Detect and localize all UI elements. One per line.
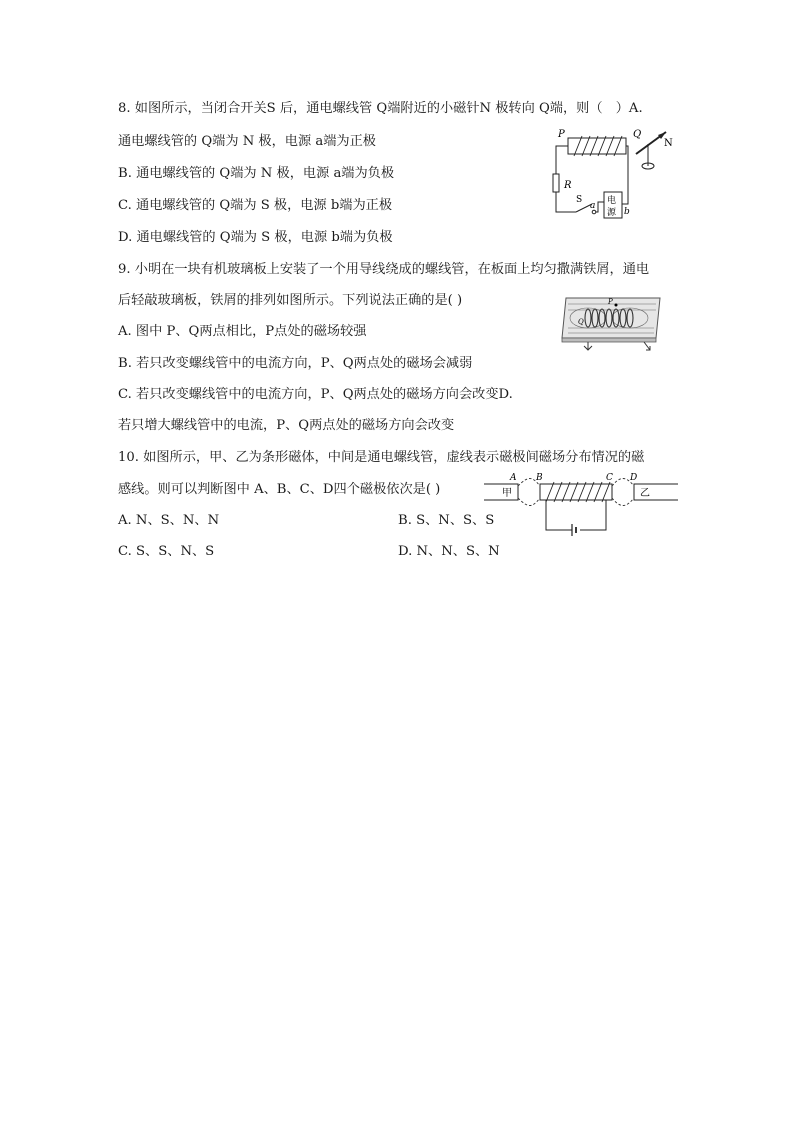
q9-option-b: B. 若只改变螺线管中的电流方向，P、Q两点处的磁场会减弱 <box>118 356 473 371</box>
q9-label-q: Q <box>578 318 584 326</box>
q9-stem-line2: 后轻敲玻璃板，铁屑的排列如图所示。下列说法正确的是( ) <box>118 293 463 308</box>
q8-label-n: N <box>664 138 673 149</box>
q8-label-b: b <box>624 207 630 217</box>
q8-label-r: R <box>564 180 572 191</box>
q8-option-d: D. 通电螺线管的 Q端为 S 极，电源 b端为负极 <box>118 230 393 245</box>
q9-label-p: P <box>608 298 613 306</box>
q8-option-b: B. 通电螺线管的 Q端为 N 极，电源 a端为负极 <box>118 166 395 181</box>
q9-iron-filings-figure <box>558 292 668 358</box>
q10-label-a: A <box>510 473 517 483</box>
q10-stem-line1: 10. 如图所示，甲、乙为条形磁体，中间是通电螺线管，虚线表示磁极间磁场分布情况的磁 <box>118 450 645 465</box>
q10-magnet-left <box>484 484 518 500</box>
q10-option-d: D. N、N、S、N <box>398 544 500 559</box>
q10-option-b: B. S、N、S、S <box>398 513 495 528</box>
q8-label-a: a <box>590 201 596 211</box>
q8-resistor <box>553 174 559 192</box>
q8-label-s: S <box>576 195 583 205</box>
q10-label-b: B <box>536 473 543 483</box>
q10-field-line-right-bottom <box>612 498 634 506</box>
q10-label-c: C <box>606 473 613 483</box>
q8-solenoid <box>568 138 626 154</box>
q10-option-c: C. S、S、N、S <box>118 544 215 559</box>
q8-option-c: C. 通电螺线管的 Q端为 S 极，电源 b端为正极 <box>118 198 393 213</box>
q10-field-line-left-bottom <box>518 498 540 506</box>
q10-stem-line2: 感线。则可以判断图中 A、B、C、D四个磁极依次是( ) <box>118 482 441 497</box>
q8-label-p: P <box>558 129 565 140</box>
q10-option-a: A. N、S、N、N <box>118 513 220 528</box>
q8-battery-char1: 电 <box>607 196 617 206</box>
q8-option-a: 通电螺线管的 Q端为 N 极，电源 a端为正极 <box>118 134 376 149</box>
q9-option-d: 若只增大螺线管中的电流，P、Q两点处的磁场方向会改变 <box>118 418 455 433</box>
q9-option-a: A. 图中 P、Q两点相比，P点处的磁场较强 <box>118 324 367 339</box>
q10-magnet-left-label: 甲 <box>502 488 512 499</box>
q10-label-d: D <box>630 473 638 483</box>
q8-stem-line1: 8. 如图所示，当闭合开关S 后，通电螺线管 Q端附近的小磁针N 极转向 Q端，则（ ）A. <box>118 101 643 116</box>
q8-battery-char2: 源 <box>607 208 617 218</box>
q9-stem-line1: 9. 小明在一块有机玻璃板上安装了一个用导线绕成的螺线管，在板面上均匀撒满铁屑，通电 <box>118 262 650 277</box>
q8-circuit-figure <box>548 124 678 220</box>
q10-magnet-right-label: 乙 <box>640 488 650 499</box>
q8-label-q: Q <box>633 129 642 140</box>
q10-magnets-figure <box>484 470 678 538</box>
q9-option-c: C. 若只改变螺线管中的电流方向，P、Q两点处的磁场方向会改变D. <box>118 387 513 402</box>
